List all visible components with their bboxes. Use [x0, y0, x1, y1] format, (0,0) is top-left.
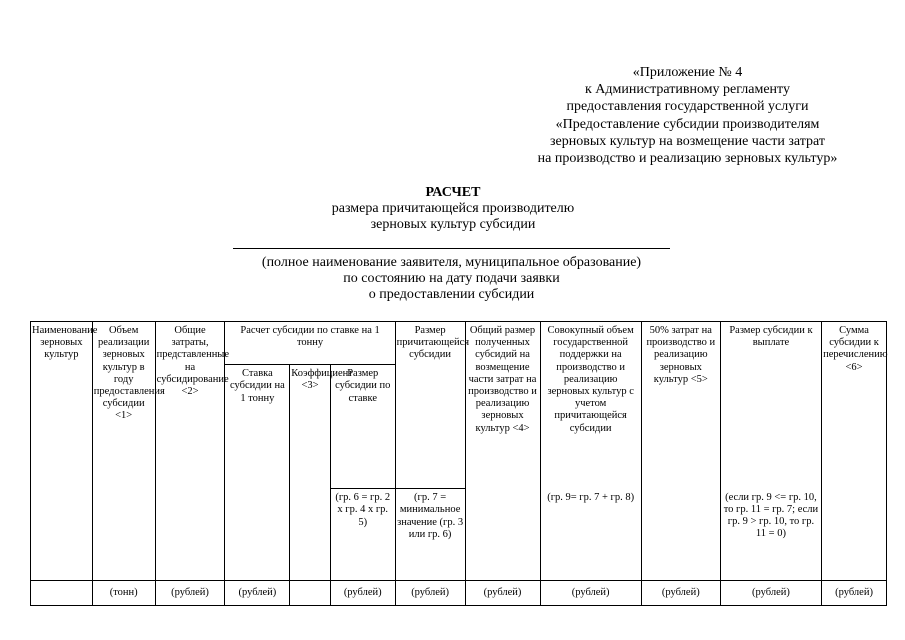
header-cell: Общий размер полученных субсидий на возмещение части затрат на производство и реализацию зерновых культур <4>: [465, 322, 540, 581]
header-group-cell: Расчет субсидии по ставке на 1 тонну: [225, 322, 395, 365]
units-cell: [290, 581, 331, 606]
title-subtitle: размера причитающейся производителю: [331, 201, 575, 216]
header-cell: Размер субсидии по ставке: [330, 365, 395, 489]
formula-cell: (гр. 6 = гр. 2 х гр. 4 х гр. 5): [330, 489, 395, 581]
units-cell: [31, 581, 93, 606]
title-main: РАСЧЕТ: [425, 185, 481, 200]
appendix-line: зерновых культур на возмещение части затрат: [549, 133, 826, 149]
units-row: [31, 581, 887, 606]
header-cell: Размер причитающейся субсидии: [395, 322, 465, 365]
units-cell: (рублей): [641, 581, 720, 606]
units-cell: (рублей): [330, 581, 395, 606]
units-cell: (тонн): [92, 581, 155, 606]
header-cell: Наименование зерновых культур: [31, 322, 93, 581]
header-cell: Ставка субсидии на 1 тонну: [225, 365, 290, 581]
header-cell: Общие затраты, представленные на субсидирование <2>: [155, 322, 225, 581]
appendix-line: к Административному регламенту: [585, 82, 790, 98]
appendix-line: «Предоставление субсидии производителям: [555, 116, 820, 132]
formula-cell: (гр. 9= гр. 7 + гр. 8): [540, 489, 641, 581]
units-cell: (рублей): [720, 581, 821, 606]
units-cell: (рублей): [395, 581, 465, 606]
header-cell: Коэффициент <3>: [290, 365, 331, 581]
header-cell: 50% затрат на производство и реализацию зерновых культур <5>: [641, 322, 720, 581]
caption-line: по состоянию на дату подачи заявки: [343, 271, 560, 286]
document-title: [253, 185, 653, 233]
header-cell: Размер субсидии к выплате: [720, 322, 821, 489]
caption-line: о предоставлении субсидии: [368, 287, 535, 302]
subsidy-calculation-table: [30, 321, 887, 606]
title-subtitle: зерновых культур субсидии: [370, 217, 536, 232]
units-cell: (рублей): [465, 581, 540, 606]
header-cell: Сумма субсидии к перечислению <6>: [822, 322, 887, 581]
applicant-caption: [233, 255, 670, 303]
caption-line: (полное наименование заявителя, муниципальное образование): [261, 255, 642, 270]
header-cell: Совокупный объем государственной поддержки на производство и реализацию зерновых культур с учетом причитающейся субсидии: [540, 322, 641, 489]
applicant-name-line: [233, 248, 670, 249]
header-cell-continuation: [395, 365, 465, 489]
appendix-line: «Приложение № 4: [632, 65, 743, 80]
formula-cell: (если гр. 9 <= гр. 10, то гр. 11 = гр. 7; если гр. 9 > гр. 10, то гр. 11 = 0): [720, 489, 821, 581]
appendix-line: предоставления государственной услуги: [566, 99, 809, 115]
appendix-line: на производство и реализацию зерновых культур»: [537, 151, 838, 167]
header-cell: Объем реализации зерновых культур в году предоставления субсидии <1>: [92, 322, 155, 581]
header-row: [31, 322, 887, 365]
units-cell: (рублей): [540, 581, 641, 606]
appendix-block: [500, 64, 875, 167]
units-cell: (рублей): [155, 581, 225, 606]
units-cell: (рублей): [225, 581, 290, 606]
units-cell: (рублей): [822, 581, 887, 606]
formula-cell: (гр. 7 = минимальное значение (гр. 3 или гр. 6): [395, 489, 465, 581]
